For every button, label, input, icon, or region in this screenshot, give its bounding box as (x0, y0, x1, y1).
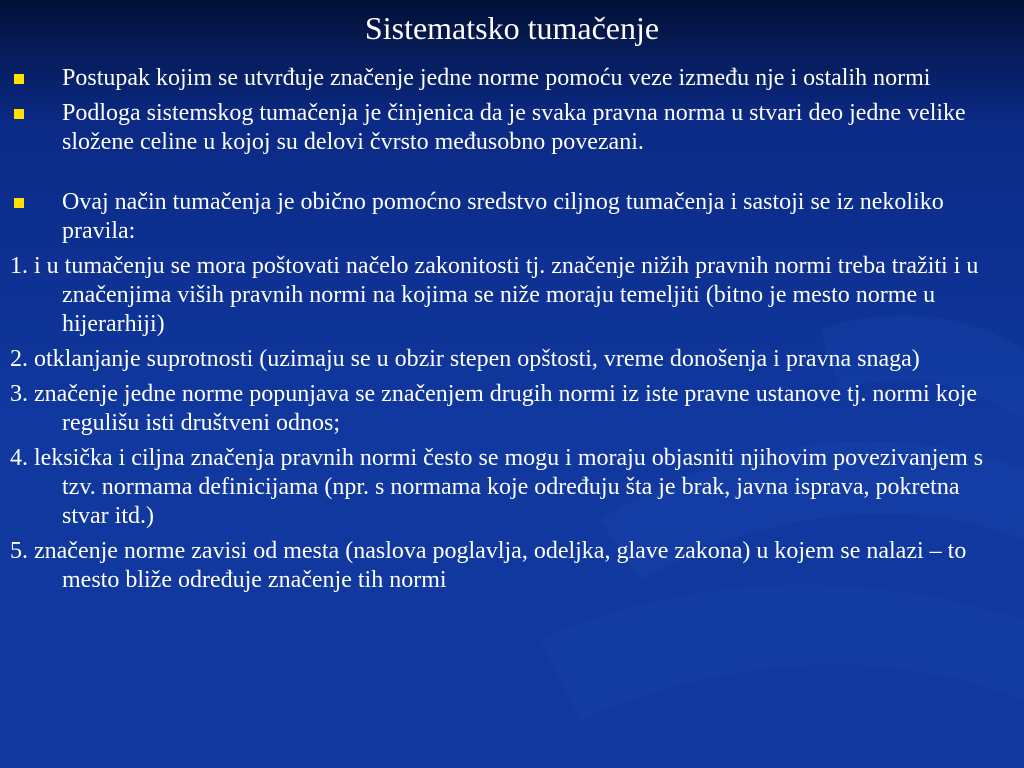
rule-item: 3. značenje jedne norme popunjava se značenjem drugih normi iz iste pravne ustanove tj. normi koje regulišu isti društveni odnos; (10, 381, 978, 436)
slide-content (0, 64, 1010, 601)
rule-item: 5. značenje norme zavisi od mesta (naslova poglavlja, odeljka, glave zakona) u kojem se nalazi – to mesto bliže određuje značenje tih normi (10, 538, 967, 593)
bullet-item (0, 64, 1010, 93)
square-bullet-icon (14, 109, 24, 119)
rule-item: 4. leksička i ciljna značenja pravnih normi često se mogu i moraju objasniti njihovim povezivanjem s tzv. normama definicijama (npr. s normama koje određuju šta je brak, javna isprava, pokretna stvar itd.) (10, 445, 984, 529)
square-bullet-icon (14, 74, 24, 84)
bullet-item (0, 99, 1010, 157)
rule-item: 1. i u tumačenju se mora poštovati načelo zakonitosti tj. značenje nižih pravnih normi treba tražiti i u značenjima viših pravnih normi na kojima se niže moraju temeljiti (bitno je mesto norme u hijerarhiji) (10, 253, 979, 337)
bullet-item (0, 188, 1010, 246)
rule-item: 2. otklanjanje suprotnosti (uzimaju se u obzir stepen opštosti, vreme donošenja i pravna snaga) (10, 346, 920, 372)
bullet-text: Ovaj način tumačenja je obično pomoćno sredstvo ciljnog tumačenja i sastoji se iz nekoliko pravila: (62, 189, 944, 244)
bullet-text: Podloga sistemskog tumačenja je činjenica da je svaka pravna norma u stvari deo jedne velike složene celine u kojoj su delovi čvrsto međusobno povezani. (62, 100, 966, 155)
bullet-text: Postupak kojim se utvrđuje značenje jedne norme pomoću veze između nje i ostalih normi (62, 65, 931, 91)
slide-title: Sistematsko tumačenje (364, 10, 660, 46)
square-bullet-icon (14, 198, 24, 208)
